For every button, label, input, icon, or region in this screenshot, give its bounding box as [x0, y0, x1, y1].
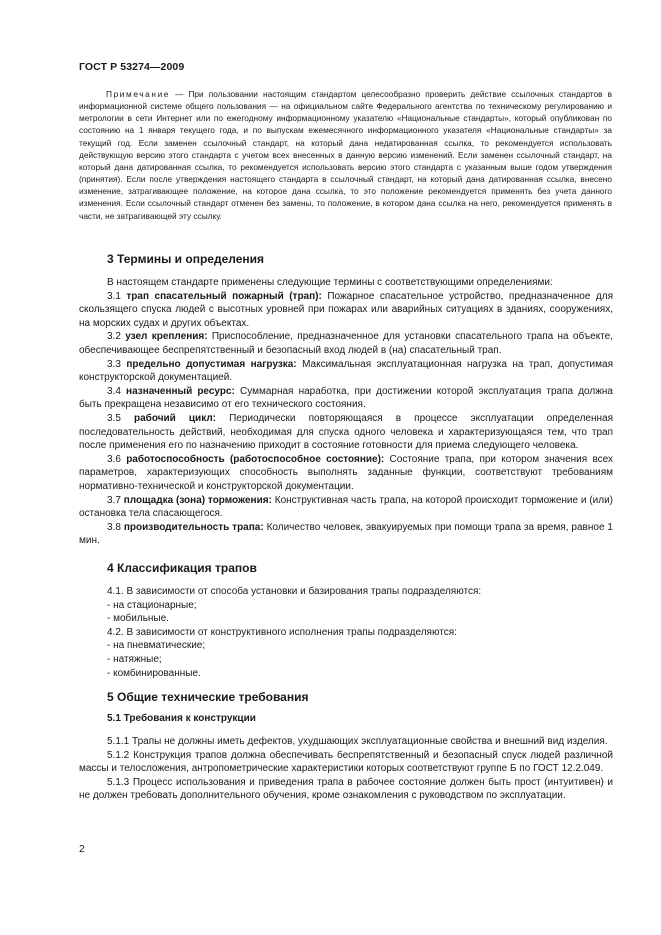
term-definition: Периодически повторяющаяся в процессе эксплуатации определенная последовательность действий, необходимая для спуска одного человека и характеризующаяся тем, что трап после применения его по назначению приходит в состояние готовности для приема следующего человека.: [79, 412, 613, 452]
term-3-3: [79, 358, 613, 385]
term-name: узел крепления:: [125, 331, 208, 343]
section-4: [79, 561, 613, 680]
section-4-2: 4.2. В зависимости от конструктивного исполнения трапы подразделяются:: [107, 626, 457, 638]
note-paragraph: [79, 88, 612, 222]
section-3-intro: В настоящем стандарте применены следующие термины с соответствующими определениями:: [107, 277, 553, 288]
term-definition: Пожарное спасательное устройство, предназначенное для скользящего спуска людей с высотных уровней при пожарах или аварийных ситуациях в зданиях, сооружениях, на морских судах и других объектах.: [79, 290, 614, 329]
term-definition: Конструктивная часть трапа, на которой происходит торможение и (или) остановка тела спасающегося.: [79, 494, 613, 520]
page-number: 2: [79, 843, 85, 855]
term-3-2: [79, 330, 613, 357]
term-3-7: [79, 494, 613, 521]
section-3-title: 3 Термины и определения: [107, 252, 265, 266]
list-item: - комбинированные.: [107, 667, 201, 679]
list-item: - натяжные;: [107, 653, 162, 665]
list-item: - на пневматические;: [107, 640, 206, 652]
note-label: Примечание: [106, 89, 171, 99]
list-item: - на стационарные;: [107, 599, 197, 611]
term-definition: Максимальная эксплуатационная нагрузка на трап, допустимая конструкторской документацией.: [79, 358, 613, 384]
section-5-title: 5 Общие технические требования: [107, 690, 309, 704]
list-item: - мобильные.: [107, 613, 169, 625]
term-number: 3.3: [107, 358, 127, 370]
term-number: 3.6: [107, 453, 127, 465]
term-3-6: [79, 453, 613, 494]
paragraph-5-1-1: 5.1.1 Трапы не должны иметь дефектов, ухудшающих эксплуатационные свойства и внешний вид изделия.: [107, 736, 608, 747]
term-3-4: [79, 385, 613, 412]
section-5: [79, 690, 613, 803]
section-4-title: 4 Классификация трапов: [107, 561, 257, 575]
term-name: трап спасательный пожарный (трап):: [126, 290, 322, 302]
term-definition: Состояние трапа, при котором значения всех параметров, характеризующих способность выполнять заданные функции, соответствуют требованиям нормативно-технической и конструкторской документации.: [79, 453, 613, 492]
term-name: назначенный ресурс:: [126, 385, 235, 397]
term-name: предельно допустимая нагрузка:: [126, 358, 297, 370]
term-name: работоспособность (работоспособное состояние):: [126, 453, 385, 465]
term-number: 3.7: [107, 494, 124, 506]
paragraph-5-1-2: 5.1.2 Конструкция трапов должна обеспечивать беспрепятственный и безопасный спуск людей различной массы и телосложения, антропометрические характеристики которых соответствуют группе Б по ГОСТ 12.2.049.: [79, 749, 613, 775]
term-3-8: [79, 521, 613, 548]
term-number: 3.4: [107, 385, 127, 397]
term-3-1: [79, 290, 613, 331]
subsection-5-1-title: 5.1 Требования к конструкции: [107, 713, 256, 724]
term-number: 3.8: [107, 521, 124, 533]
term-number: 3.5: [107, 412, 134, 424]
section-3: [79, 252, 613, 548]
document-code-header: ГОСТ Р 53274—2009: [79, 61, 185, 73]
term-definition: Суммарная наработка, при достижении которой эксплуатация трапа должна быть прекращена независимо от его технического состояния.: [79, 385, 613, 411]
term-definition: Количество человек, эвакуируемых при помощи трапа за время, равное 1 мин.: [79, 521, 613, 547]
term-name: площадка (зона) торможения:: [123, 494, 272, 506]
note-text: — При пользовании настоящим стандартом целесообразно проверить действие ссылочных стандартов в информационной системе общего пользования — на официальном сайте Федерального агентства по техническому регулированию и метрологии в сети Интернет или по ежегодному информационному указателю «Национальные стандарты», который опубликован по состоянию на 1 января текущего года, и по выпускам ежемесячного информационного указателя «Национальные стандарты» за текущий год. Если заменен ссылочный стандарт, на который дана недатированная ссылка, то рекомендуется использовать действующую версию этого стандарта с учетом всех внесенных в данную версию изменений. Если заменен ссылочный стандарт, на который дана датированная ссылка, то рекомендуется использовать версию этого стандарта с указанным выше годом утверждения (принятия). Если после утверждения настоящего стандарта в ссылочный стандарт, на который дана датированная ссылка, внесено изменение, затрагивающее положение, на которое дана ссылка, то это положение рекомендуется применять без учета данного изменения. Если ссылочный стандарт отменен без замены, то положение, в котором дана ссылка на него, рекомендуется применять в части, не затрагивающей эту ссылку.: [79, 89, 612, 221]
term-number: 3.1: [107, 290, 127, 302]
term-3-5: [79, 412, 613, 453]
term-number: 3.2: [107, 331, 126, 343]
term-name: рабочий цикл:: [134, 412, 217, 424]
term-definition: Приспособление, предназначенное для установки спасательного трапа на объекте, обеспечивающее беспрепятственный и безопасный вход людей в (на) спасательный трап.: [79, 331, 613, 356]
section-4-1: 4.1. В зависимости от способа установки и базирования трапы подразделяются:: [107, 586, 482, 597]
term-name: производительность трапа:: [123, 521, 264, 533]
paragraph-5-1-3: 5.1.3 Процесс использования и приведения трапа в рабочее состояние должен быть прост (интуитивен) и не должен требовать дополнительного обучения, кроме ознакомления с руководством по эксплуатации.: [79, 776, 613, 802]
